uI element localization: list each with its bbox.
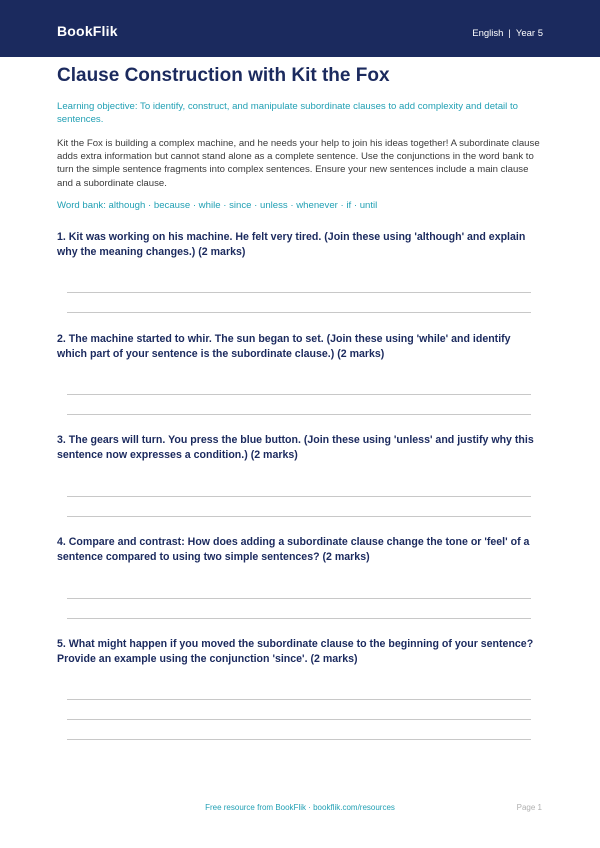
answer-line[interactable] [67, 739, 531, 740]
answer-line[interactable] [67, 699, 531, 700]
meta-separator: | [508, 28, 511, 39]
intro-paragraph: Kit the Fox is building a complex machine, and he needs your help to join his ideas together! A subordinate clause adds extra information but cannot stand alone as a complete sentence. Use the conjunctions in the word bank to turn the simple sentence fragments into complex sentences. Ensure your new sentences include a main clause and a subordinate clause. [57, 138, 540, 189]
answer-line[interactable] [67, 414, 531, 415]
question-3: 3. The gears will turn. You press the blue button. (Join these using 'unless' and justify why this sentence now expresses a condition.) (2 marks) [57, 434, 534, 461]
page-number: Page 1 [516, 803, 542, 812]
subject-year-label [472, 28, 543, 39]
question-1: 1. Kit was working on his machine. He felt very tired. (Join these using 'although' and explain why the meaning changes.) (2 marks) [57, 231, 526, 258]
footer-source-link[interactable]: Free resource from BookFlik · bookflik.com/resources [205, 803, 395, 812]
answer-line[interactable] [67, 312, 531, 313]
answer-line[interactable] [67, 496, 531, 497]
brand-logo[interactable]: BookFlik [57, 23, 118, 39]
answer-line[interactable] [67, 598, 531, 599]
header-bar [0, 0, 600, 57]
word-bank: Word bank: although · because · while · since · unless · whenever · if · until [57, 200, 378, 211]
answer-line[interactable] [67, 516, 531, 517]
answer-line[interactable] [67, 719, 531, 720]
subject-label: English [472, 28, 504, 39]
answer-line[interactable] [67, 292, 531, 293]
answer-line[interactable] [67, 394, 531, 395]
question-4: 4. Compare and contrast: How does adding a subordinate clause change the tone or 'feel' of a sentence compared to using two simple sentences? (2 marks) [57, 536, 530, 563]
learning-objective: Learning objective: To identify, construct, and manipulate subordinate clauses to add complexity and detail to sentences. [57, 101, 518, 125]
question-2: 2. The machine started to whir. The sun began to set. (Join these using 'while' and identify which part of your sentence is the subordinate clause.) (2 marks) [57, 333, 511, 360]
question-5: 5. What might happen if you moved the subordinate clause to the beginning of your sentence? Provide an example using the conjunction 'since'. (2 marks) [57, 638, 534, 665]
answer-line[interactable] [67, 618, 531, 619]
page-title: Clause Construction with Kit the Fox [57, 65, 390, 86]
year-label: Year 5 [515, 28, 543, 39]
